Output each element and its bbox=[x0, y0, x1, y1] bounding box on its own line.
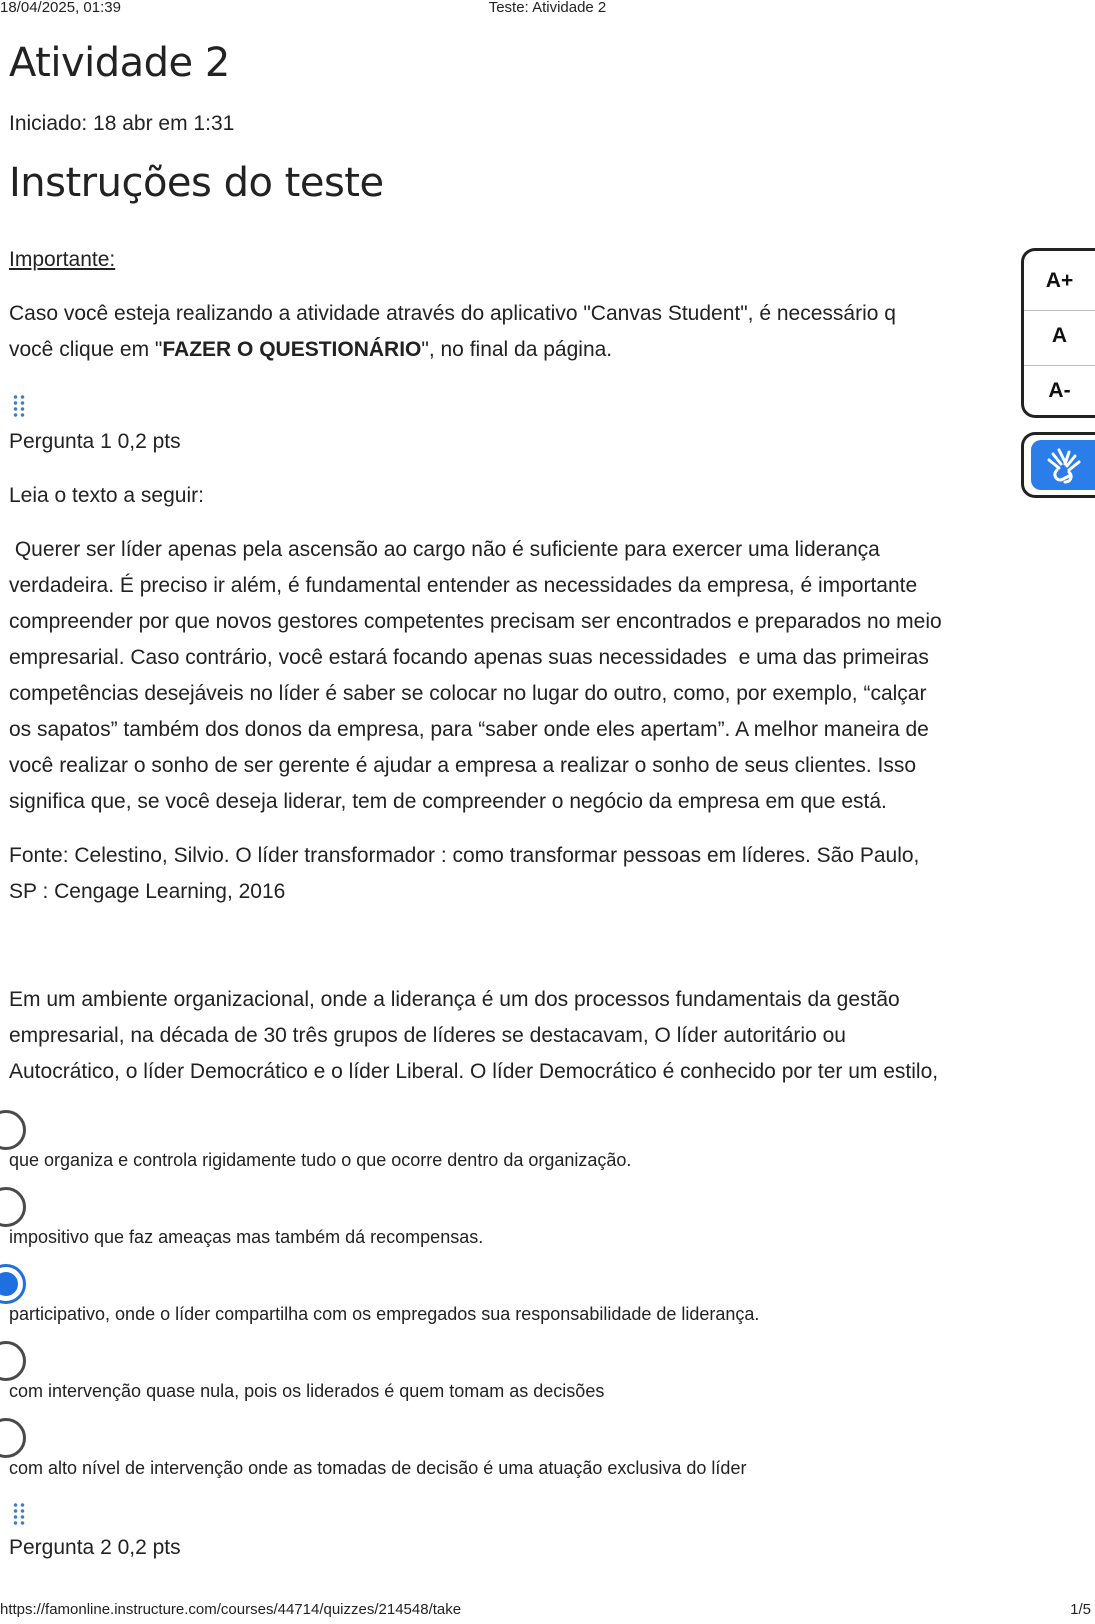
prompt-line: empresarial, na década de 30 três grupos de líderes se destacavam, O líder autoritário ou bbox=[9, 1024, 846, 1047]
print-page-title: Teste: Atividade 2 bbox=[488, 0, 607, 16]
quiz-title: Atividade 2 bbox=[9, 40, 230, 86]
option-1-radio[interactable] bbox=[0, 1110, 26, 1150]
instructions-heading: Instruções do teste bbox=[9, 160, 384, 206]
passage-line: verdadeira. É preciso ir além, é fundamental entender as necessidades da empresa, é importante bbox=[9, 574, 918, 597]
important-label: Importante: bbox=[9, 248, 116, 271]
passage-line: Querer ser líder apenas pela ascensão ao cargo não é suficiente para exercer uma liderança bbox=[9, 538, 880, 561]
sign-language-widget[interactable] bbox=[1021, 432, 1095, 498]
passage-line: competências desejáveis no líder é saber se colocar no lugar do outro, como, por exemplo, “calçar bbox=[9, 682, 927, 705]
option-3-radio-selected[interactable] bbox=[0, 1264, 26, 1304]
drag-handle-icon[interactable] bbox=[12, 1502, 26, 1526]
passage-line: você realizar o sonho de ser gerente é ajudar a empresa a realizar o sonho de seus clientes. Isso bbox=[9, 754, 917, 777]
print-datetime: 18/04/2025, 01:39 bbox=[0, 0, 121, 16]
question-1-header: Pergunta 1 0,2 pts bbox=[9, 430, 181, 453]
passage-line: significa que, se você deseja liderar, tem de compreender o negócio da empresa em que está. bbox=[9, 790, 887, 813]
font-size-widget bbox=[1021, 248, 1095, 418]
question-1-source bbox=[9, 838, 1089, 910]
source-line: Fonte: Celestino, Silvio. O líder transformador : como transformar pessoas em líderes. São Paulo, bbox=[9, 844, 920, 867]
question-1-prompt bbox=[9, 982, 1089, 1090]
option-4-radio[interactable] bbox=[0, 1341, 26, 1381]
passage-line: os sapatos” também dos donos da empresa, para “saber onde eles apertam”. A melhor maneira de bbox=[9, 718, 929, 741]
question-1-passage bbox=[9, 532, 1089, 820]
option-2-radio[interactable] bbox=[0, 1187, 26, 1227]
option-1-label[interactable]: que organiza e controla rigidamente tudo o que ocorre dentro da organização. bbox=[9, 1150, 632, 1170]
question-1-intro: Leia o texto a seguir: bbox=[9, 484, 204, 507]
sign-language-button[interactable] bbox=[1031, 440, 1095, 490]
instruction-line-2: você clique em "FAZER O QUESTIONÁRIO", no final da página. bbox=[9, 338, 613, 361]
print-page-number: 1/5 bbox=[1070, 1601, 1091, 1618]
option-5-label[interactable]: com alto nível de intervenção onde as tomadas de decisão é uma atuação exclusiva do líder bbox=[9, 1458, 747, 1478]
hands-icon bbox=[1039, 440, 1089, 490]
increase-font-button[interactable]: A+ bbox=[1045, 269, 1074, 292]
prompt-line: Em um ambiente organizacional, onde a liderança é um dos processos fundamentais da gestão bbox=[9, 988, 900, 1011]
passage-line: compreender por que novos gestores competentes precisam ser encontrados e preparados no meio bbox=[9, 610, 942, 633]
source-line: SP : Cengage Learning, 2016 bbox=[9, 880, 286, 903]
passage-line: empresarial. Caso contrário, você estará focando apenas suas necessidades e uma das primeiras bbox=[9, 646, 929, 669]
option-5-radio[interactable] bbox=[0, 1418, 26, 1458]
print-url: https://famonline.instructure.com/courses/44714/quizzes/214548/take bbox=[0, 1601, 462, 1618]
quiz-started: Iniciado: 18 abr em 1:31 bbox=[9, 112, 235, 135]
fazer-questionario-emphasis: FAZER O QUESTIONÁRIO bbox=[162, 338, 422, 361]
reset-font-button[interactable]: A bbox=[1051, 324, 1068, 347]
decrease-font-button[interactable]: A- bbox=[1048, 379, 1071, 402]
instruction-line-1: Caso você esteja realizando a atividade através do aplicativo "Canvas Student", é necessário q bbox=[9, 302, 896, 325]
prompt-line: Autocrático, o líder Democrático e o líder Liberal. O líder Democrático é conhecido por ter um estilo, bbox=[9, 1060, 939, 1083]
question-2-header: Pergunta 2 0,2 pts bbox=[9, 1536, 181, 1559]
option-3-label[interactable]: participativo, onde o líder compartilha com os empregados sua responsabilidade de liderança. bbox=[9, 1304, 760, 1324]
option-2-label[interactable]: impositivo que faz ameaças mas também dá recompensas. bbox=[9, 1227, 484, 1247]
drag-handle-icon[interactable] bbox=[12, 394, 26, 418]
option-4-label[interactable]: com intervenção quase nula, pois os liderados é quem tomam as decisões bbox=[9, 1381, 605, 1401]
